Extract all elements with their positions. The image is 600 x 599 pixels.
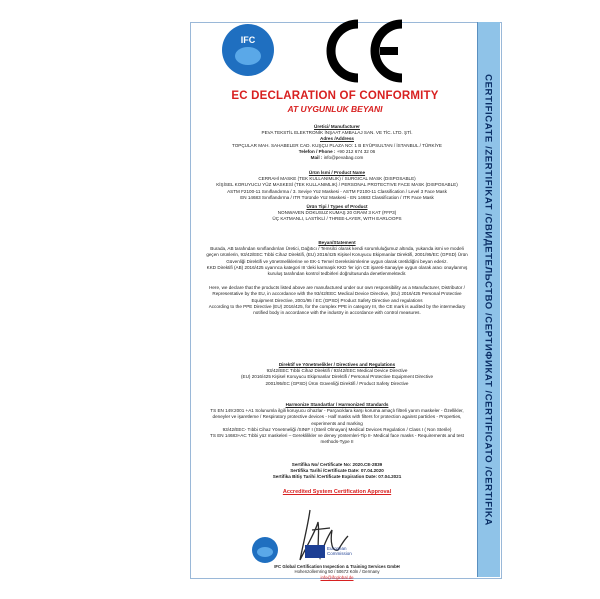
globe-icon xyxy=(235,47,261,65)
document-subtitle: AT UYGUNLUK BEYANI xyxy=(287,104,383,114)
footer-email[interactable]: info@ifcglobal.de xyxy=(320,574,354,580)
phone-label: Telefon / Phone : xyxy=(298,148,336,154)
standard-line: 93/42/EEC- Tıbbi Cihaz Yönetmeliği /SINIF I (Steril Olmayan) Medical Devices Regulation / Class I ( Non Sterile) xyxy=(222,426,452,432)
statement-tr-line: geçen ürünlerin, 93/42/EEC Tıbbi Cihaz Direktifi, (EU) 2016/425 Kişisel Koruyucu Ekipmanlar Direktifi, 2001/95/EC (GPSD) Ürün xyxy=(206,252,468,258)
eu-flag-icon xyxy=(305,545,325,558)
ce-mark-icon xyxy=(318,16,408,86)
statement-section xyxy=(196,240,478,316)
mail-value: info@pevabag.com xyxy=(323,155,364,161)
statement-en-line: Here, we declare that the products listed above are manufactured under our own responsibility as a Manufacturer, Distributor / xyxy=(209,285,465,291)
directive-line: 93/42/EEC Tıbbi Cihaz Direktifi / 93/42/EEC Medical Device Directive xyxy=(266,368,408,374)
product-line: KİŞİSEL KORUYUCU YÜZ MASKESİ (TEK KULLANIMLIK) / PERSONAL PROTECTIVE FACE MASK (DISPOSABLE) xyxy=(216,182,458,188)
statement-en-line: Equipment Directive, 2001/95 / EC (GPSD) Product Safety Directive and regulations xyxy=(251,297,423,303)
statement-tr-line: KKD Direktifi (AB) 2016/425 uyarınca kategori III 'deki karmaşık KKD 'ler için CE işareti-Sanayiye uygun olarak aracı onaylanmış xyxy=(206,264,468,270)
footer xyxy=(196,564,478,580)
product-type-heading: Ürün Tipi / Types of Product xyxy=(306,204,368,210)
standard-line: TS EN 14683+AC Tıbbi yüz maskeleri – Gereklilikler ve deney yöntemleri-Tip II- Medical face masks - Requirements and test xyxy=(210,433,464,439)
statement-heading: Beyan/Statement xyxy=(318,240,356,245)
eu-text-line: European xyxy=(327,546,347,551)
product-line: ASTM F2100-11 Sınıflandırma / 3. Seviye Yüz Maskesi - ASTM F2100-11 Classification / Level 3 Face Mask xyxy=(227,188,447,194)
standard-line: deneyler ve işaretleme / Respiratory protective devices - Half masks with filters for protection against particles - Properties, xyxy=(212,414,462,420)
standards-heading: Harmonize Standartlar / Harmonized Standards xyxy=(285,402,389,407)
statement-tr-line: kuruluş tarafından kontrol tedbirleri doğrultusunda denetlenmektedir. xyxy=(267,271,407,277)
statement-en-line: Representative by the EU, in accordance with the 93/42/EEC Medical Device Directive, (EU) 2016/425 Personal Protective xyxy=(212,291,462,297)
statement-en-line: According to the PPE Directive (EU) 2016/425, for the complex PPE in category III, the CE mark is audited by the intermediary xyxy=(208,303,466,309)
document-title: EC DECLARATION OF CONFORMITY xyxy=(231,90,439,102)
standard-line: TS EN 149:2001 +A1 Solunumla ilgili koruyucu cihazlar - Parçacıklara karşı koruma amaçlı filtreli yarım maskeler - Özellikler, xyxy=(210,408,464,414)
footer-address: Hohenzollernring 50 / 50672 Köln / Germany xyxy=(294,569,380,575)
ifc-logo-text: IFC xyxy=(240,35,256,45)
signature-icon xyxy=(290,500,350,570)
product-line: CERRAHİ MASKE (TEK KULLANIMLIK) / SURGICAL MASK (DISPOSABLE) xyxy=(258,176,416,182)
standard-line: experiments and marking xyxy=(311,420,363,426)
directives-heading: Direktif ve Yönetmelikler / Directives and Regulations xyxy=(278,362,396,367)
side-banner-text: CERTIFICATE /ZERTIFIKAT /CBИДЕТЕЛЬСТВО /СЕРТИФИКАТ /CERTIFICATO /CERTIFIKA xyxy=(482,74,494,526)
manufacturer-heading: Üretici/ Manufacturer xyxy=(314,124,360,129)
certificate-number: Sertifika No/ Certificate No: 2020.CE-2839 xyxy=(291,462,383,467)
standards-section xyxy=(196,402,478,445)
manufacturer-address: TOPÇULAR MAH. SAHABELER CAD. KUŞÇU PLAZA NO: 1 B EYÜPSULTAN / İSTANBUL / TÜRKİYE xyxy=(231,142,442,148)
approval-link[interactable]: Accredited System Certification Approval xyxy=(282,489,392,495)
eu-text-line: Commission xyxy=(327,551,352,556)
product-section xyxy=(196,170,478,223)
product-type-line: NONWAVEN DOKUSUZ KUMAŞ 20 GRAM 3 KAT (FFP3) xyxy=(277,210,397,216)
product-heading: Ürün İsmi / Product Name xyxy=(308,170,366,175)
directives-section xyxy=(196,362,478,387)
certificate-date: Sertifika Tarihi /Certificate Date: 07.04.2020 xyxy=(290,468,384,474)
eu-commission-label xyxy=(327,546,352,556)
statement-tr-line: Burada, AB tarafından sınıflandırılan Üretici, Dağıtıcı / Temsilci olarak kendi sorumluluğumuz altında, yukarıda ismi ve modeli xyxy=(210,246,464,252)
statement-tr-line: Güvenliği Direktifi ve yönetmeliklerine ve EK-1 Temel Gereksinimlerine uygun olarak üretildiğini beyan ederiz. xyxy=(226,258,448,264)
certificate-expiry: Sertifika Bitiş Tarihi /Certificate Expiration Date: 07.04.2021 xyxy=(272,474,402,480)
footer-company: IFC Global Certification Inspection & Training Services GmbH xyxy=(274,564,400,569)
manufacturer-section xyxy=(196,124,478,161)
product-type-line: ÜÇ KATMANLI, LASTİKLİ / THREE-LAYER, WITH EARLOOPS xyxy=(272,216,402,222)
ifc-logo xyxy=(222,24,274,76)
directive-line: 2001/95/EC (GPSD) Ürün Güvenliği Direktifi / Product Safety Directive xyxy=(265,380,409,386)
directive-line: (EU) 2016/425 Kişisel Koruyucu Ekipmanlar Direktifi / Personal Protective Equipment Directive xyxy=(241,374,433,380)
manufacturer-name: PEVA TEKSTİL ELEKTRONİK İNŞAAT AMBALAJ SAN. VE TİC. LTD. ŞTİ. xyxy=(261,130,413,136)
approval-section xyxy=(196,489,478,495)
address-heading: Adres /Address xyxy=(320,136,354,142)
product-line: EN 14683 Sınıflandırma / ITR Türünde Yüz Maskesi - EN 14683 Classification / ITR Face Mask xyxy=(240,194,434,200)
phone-value: +90 212 674 32 06 xyxy=(336,148,376,154)
statement-en-line: notified body in accordance with the industry in accordance with control measures. xyxy=(253,310,421,316)
standard-line: methods-Type II xyxy=(320,439,354,445)
certificate-info xyxy=(196,462,478,481)
ifc-small-logo-icon xyxy=(248,535,282,565)
mail-label: Mail : xyxy=(310,155,323,161)
